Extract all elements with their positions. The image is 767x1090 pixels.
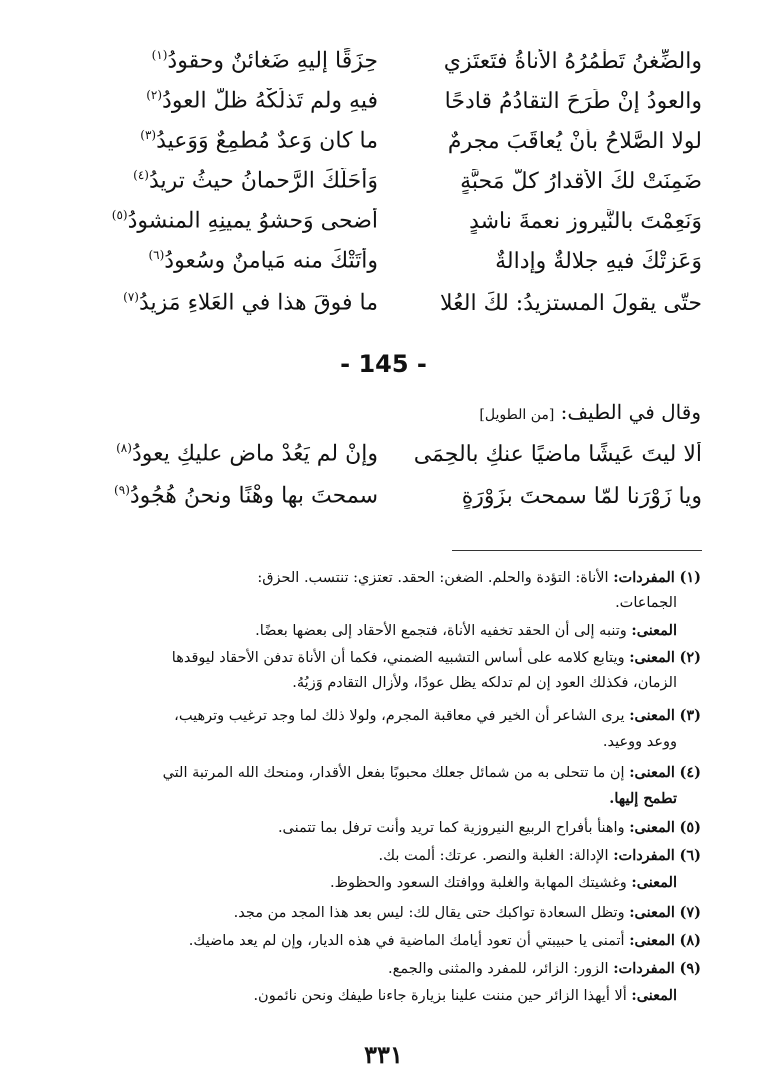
footnote-label: المعنى:: [629, 649, 675, 666]
verse-hemistich-second: [64, 248, 378, 273]
verse-7: [64, 285, 702, 321]
footnote-ref: (٩): [114, 483, 130, 498]
verse-text: فيهِ ولم تَذلُكْهُ ظلَّ العودُ: [162, 88, 378, 114]
verse-hemistich-first: ألا ليتَ عَيشًا ماضيًا عنكِ بالحِمَى: [413, 441, 702, 467]
footnote-ref: (١): [151, 48, 168, 63]
footnote-3: [174, 705, 701, 727]
footnote-line: [253, 985, 677, 1007]
footnote-5: [278, 817, 701, 839]
verse-text: أضحى وَحشوُ يمينِهِ المنشودُ: [127, 208, 378, 234]
verse-hemistich-first: ويا زَوْرَنا لمّا سمحتَ بزَوْرَةٍ: [461, 483, 702, 509]
footnote-9: [388, 958, 701, 980]
footnote-number: (٦): [679, 847, 701, 864]
verse-1: [64, 43, 702, 79]
footnote-ref: (٤): [133, 168, 149, 183]
verse-hemistich-second: [64, 168, 378, 193]
footnote-number: (٧): [679, 904, 701, 921]
verse-hemistich-second: [64, 48, 378, 73]
footnote-text: الأناة: التؤدة والحلم. الضغن: الحقد. تعتزي: تنتسب. الحزق:: [257, 570, 609, 586]
verse-hemistich-first: حتّى يقولَ المستزيدُ: لكَ العُلا: [440, 290, 702, 316]
verse-hemistich-second: [64, 88, 378, 113]
footnote-ref: (٨): [116, 441, 132, 456]
footnote-text: الإدالة: الغلبة والنصر. عرتك: ألمت بك.: [378, 848, 609, 864]
footnote-text: واهنأ بأفراح الربيع النيروزية كما تريد وأنت ترفل بما تتمنى.: [277, 820, 625, 836]
footnote-label: المعنى:: [629, 764, 675, 781]
verse-hemistich-second: [64, 290, 378, 315]
footnote-line: [255, 620, 677, 642]
footnote-number: (١): [679, 569, 701, 586]
footnote-label: المعنى:: [629, 904, 675, 921]
page-number: ٣٣١: [364, 1040, 403, 1069]
footnote-label: المعنى:: [629, 707, 675, 724]
footnote-8: [189, 930, 701, 952]
verse-3: [64, 123, 702, 159]
footnote-text: ألا أيهذا الزائر حين مننت علينا بزيارة جاءنا طيفك ونحن نائمون.: [253, 988, 627, 1004]
verse-text: وأتَتْكَ منه مَيامنٌ وسُعودُ: [164, 248, 378, 274]
footnote-text: وغشيتك المهابة والغلبة ووافتك السعود والحظوظ.: [329, 875, 627, 891]
verse-text: ما فوقَ هذا في العَلاءِ مَزيدُ: [138, 290, 378, 316]
footnote-ref: (٥): [111, 208, 128, 223]
footnote-label: المفردات:: [613, 960, 675, 977]
footnote-ref: (٣): [140, 128, 157, 143]
footnote-text: ووعد ووعيد.: [602, 734, 677, 750]
verse-8: [64, 436, 702, 472]
footnote-text: إن ما تتحلى به من شمائل جعلك محبوبًا بفعل الأقدار، ومنحك الله المرتبة التي: [162, 765, 625, 781]
footnote-text: الزمان، فكذلك العود إن لم تدلكه يظل عودًا، ولأزال التقادم وَزيُهُ.: [292, 675, 677, 691]
verse-text: حِزَقًا إليهِ ضَغائنٌ وحقودُ: [167, 48, 378, 74]
footnote-text: أتمنى يا حبيبتي أن تعود أيامك الماضية في هذه الديار، وإن لم يعد ماضيك.: [188, 933, 625, 949]
footnote-4: [163, 762, 701, 784]
verse-text: وإنْ لم يَعُدْ ماضٍ عليكِ يعودُ: [131, 441, 378, 467]
footnote-number: (٨): [679, 932, 701, 949]
footnote-text: تطمح إليها.: [609, 790, 677, 807]
verse-6: [64, 243, 702, 279]
section-number: - 145 -: [340, 350, 427, 378]
footnote-text: وتنبه إلى أن الحقد تخفيه الأناة، فتجمع الأحقاد إلى بعضها بعضًا.: [255, 623, 627, 639]
verse-hemistich-first: وَعَزتْكَ فيهِ جلالةٌ وإدالةٌ: [495, 248, 702, 274]
footnote-separator: [452, 550, 702, 551]
footnote-text: وتظل السعادة تواكبك حتى يقال لك: ليس بعد هذا المجد من مجد.: [233, 905, 625, 921]
footnote-text: ويتابع كلامه على أساس التشبيه الضمني، فكما أن الأناة تدفن الأحقاد ليوقدها: [171, 650, 625, 666]
verse-4: [64, 163, 702, 199]
intro-text: وقال في الطيف:: [560, 400, 701, 424]
verse-text: وَأحَلَّكَ الرَّحمانُ حيثُ تريدُ: [148, 168, 378, 194]
verse-hemistich-second: [64, 208, 378, 233]
poem-meter: [من الطويل]: [479, 407, 555, 423]
verse-hemistich-first: والعودُ إنْ طَرَحَ التقادُمُ قادحًا: [444, 88, 702, 114]
footnote-label: المعنى:: [631, 874, 677, 891]
verse-hemistich-second: [64, 128, 378, 153]
footnote-text: يرى الشاعر أن الخير في معاقبة المجرم، ولولا ذلك لما وجد ترغيب وترهيب،: [174, 708, 625, 724]
footnote-6: [379, 845, 701, 867]
footnote-line: [609, 788, 677, 810]
footnote-text: الزور: الزائر، للمفرد والمثنى والجمع.: [388, 961, 609, 977]
verse-hemistich-first: وَنَعِمْتَ بالنَّيروزِ نعمةَ ناشدٍ: [469, 208, 702, 234]
verse-5: [64, 203, 702, 239]
footnote-line: [615, 592, 677, 614]
footnote-label: المعنى:: [631, 987, 677, 1004]
footnote-number: (٥): [679, 819, 701, 836]
verse-hemistich-first: ضَمِنَتْ لكَ الأقدارُ كلَّ مَحبَّةٍ: [460, 168, 702, 194]
verse-hemistich-first: لولا الصَّلاحُ بأنْ يُعاقَبَ مجرمٌ: [447, 128, 702, 154]
footnote-1: [257, 567, 701, 589]
footnote-number: (٩): [679, 960, 701, 977]
verse-text: ما كان وَعدٌ مُطمِعٌ وَوَعيدُ: [156, 128, 378, 154]
footnote-line: [292, 672, 677, 694]
footnote-number: (٢): [679, 649, 701, 666]
footnote-label: المفردات:: [613, 569, 675, 586]
footnote-label: المعنى:: [629, 819, 675, 836]
footnote-line: [603, 731, 677, 753]
verse-2: [64, 83, 702, 119]
footnote-label: المعنى:: [629, 932, 675, 949]
footnote-ref: (٢): [146, 88, 163, 103]
poem-intro: [479, 400, 701, 424]
footnote-number: (٣): [679, 707, 701, 724]
verse-hemistich-second: [64, 441, 378, 466]
verse-hemistich-first: والضِّغنُ تَطْمُرُهُ الأناةُ فتَعتَزي: [443, 48, 702, 74]
footnote-ref: (٧): [123, 290, 139, 305]
verse-hemistich-second: [64, 483, 378, 508]
footnote-number: (٤): [679, 764, 701, 781]
footnote-text: الجماعات.: [615, 595, 677, 611]
footnote-ref: (٦): [148, 248, 165, 263]
verse-9: [64, 478, 702, 514]
footnote-2: [172, 647, 701, 669]
verse-text: سمحتَ بها وهْنًا ونحنُ هُجُودُ: [129, 483, 378, 509]
footnote-label: المعنى:: [631, 622, 677, 639]
footnote-7: [234, 902, 701, 924]
footnote-label: المفردات:: [613, 847, 675, 864]
footnote-line: [330, 872, 677, 894]
